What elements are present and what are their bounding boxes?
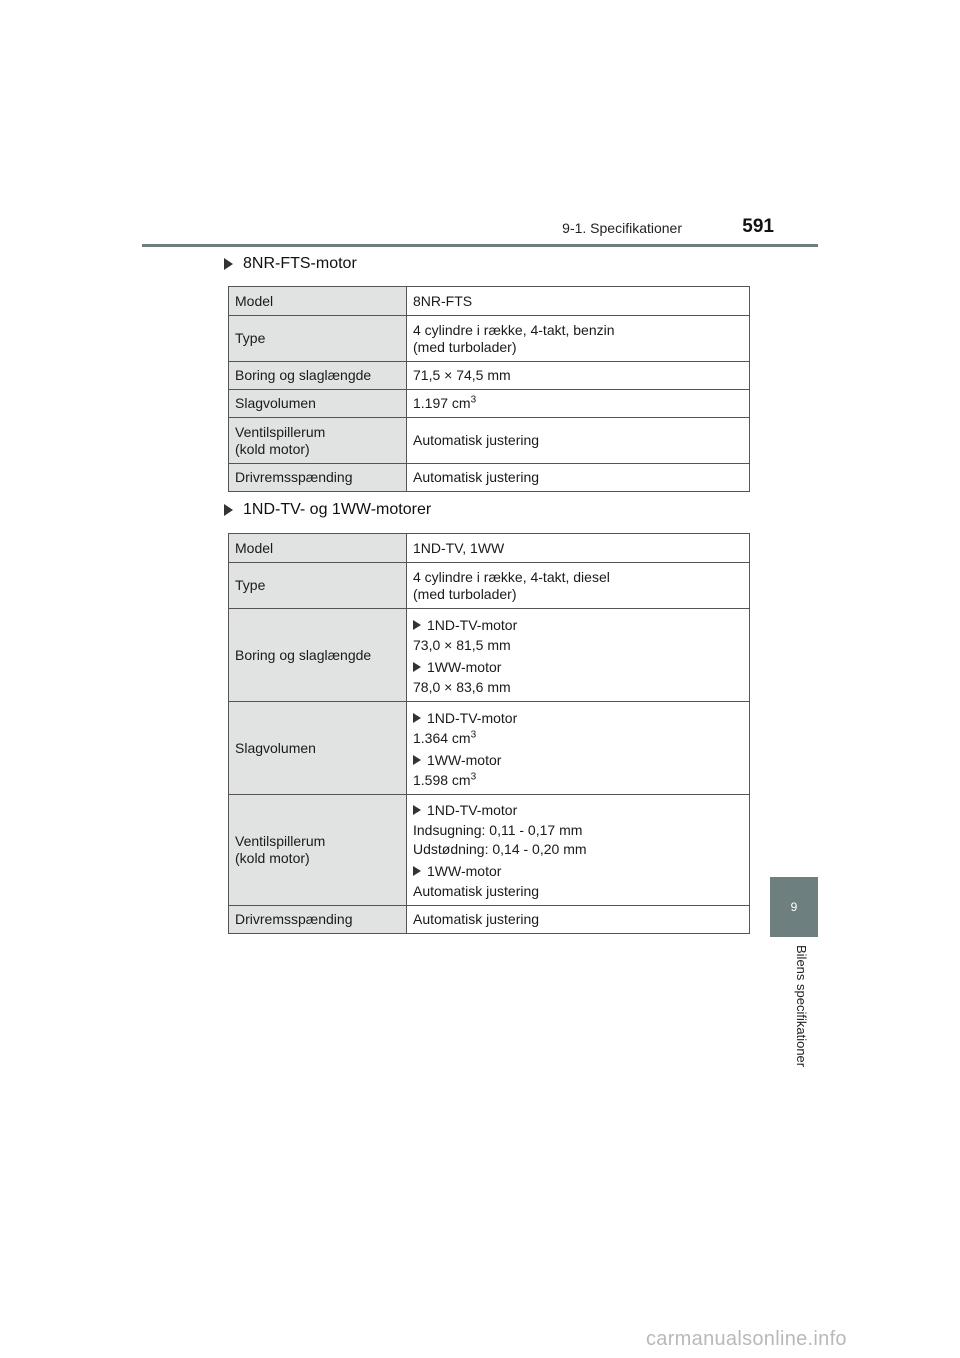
spec-key: Slagvolumen — [229, 390, 407, 418]
spec-key: Type — [229, 316, 407, 362]
triangle-bullet-icon — [224, 504, 233, 516]
engine-variant-value: Udstødning: 0,14 - 0,20 mm — [413, 841, 587, 857]
spec-key-line: (kold motor) — [235, 440, 310, 457]
spec-value: Automatisk justering — [407, 464, 750, 492]
spec-value — [407, 563, 750, 609]
engine-variant — [413, 802, 743, 819]
section-heading-text: 8NR-FTS-motor — [243, 255, 357, 272]
engine-variant — [413, 710, 743, 727]
chapter-title: Bilens specifikationer — [794, 945, 809, 1068]
spec-key: Model — [229, 287, 407, 316]
table-row — [229, 795, 750, 906]
table-row — [229, 390, 750, 418]
spec-key: Model — [229, 534, 407, 563]
spec-key: Drivremsspænding — [229, 464, 407, 492]
superscript: 3 — [470, 728, 477, 740]
header-divider — [142, 244, 818, 247]
chapter-tab — [770, 877, 818, 937]
engine-variant-label: 1ND-TV-motor — [427, 709, 518, 726]
engine-variant-value-text: 1.364 cm — [413, 729, 471, 746]
spec-value-line: 4 cylindre i række, 4-takt, diesel — [413, 568, 610, 585]
spec-value — [407, 795, 750, 906]
spec-key: Boring og slaglængde — [229, 609, 407, 702]
engine-variant-label: 1WW-motor — [427, 751, 502, 768]
table-row — [229, 609, 750, 702]
triangle-bullet-icon — [224, 258, 233, 270]
spec-value-line: (med turbolader) — [413, 585, 517, 602]
spec-key — [229, 418, 407, 464]
page-number: 591 — [742, 216, 774, 237]
engine-variant-label: 1WW-motor — [427, 658, 502, 675]
engine-variant-value: Automatisk justering — [413, 883, 540, 899]
spec-value — [407, 390, 750, 418]
spec-table-1nd-tv-1ww — [228, 533, 750, 934]
table-row — [229, 362, 750, 390]
section-heading-text: 1ND-TV- og 1WW-motorer — [243, 501, 432, 518]
watermark: carmanualsonline.info — [646, 1328, 847, 1350]
triangle-bullet-icon — [413, 713, 421, 723]
engine-variant-value-text: 1.598 cm — [413, 771, 471, 788]
table-row — [229, 316, 750, 362]
spec-value: Automatisk justering — [407, 418, 750, 464]
triangle-bullet-icon — [413, 866, 421, 876]
table-row — [229, 563, 750, 609]
table-row — [229, 534, 750, 563]
spec-table-8nr-fts — [228, 286, 750, 492]
engine-variant — [413, 752, 743, 769]
superscript: 3 — [470, 770, 477, 782]
spec-key — [229, 795, 407, 906]
section-title: 9-1. Specifikationer — [562, 220, 682, 236]
spec-key: Type — [229, 563, 407, 609]
section-heading-1nd-tv-1ww — [224, 501, 431, 519]
engine-variant — [413, 617, 743, 634]
spec-value-line: 4 cylindre i række, 4-takt, benzin — [413, 321, 615, 338]
spec-value: 8NR-FTS — [407, 287, 750, 316]
engine-variant-value — [413, 730, 743, 747]
engine-variant-value: 73,0 × 81,5 mm — [413, 636, 511, 653]
triangle-bullet-icon — [413, 662, 421, 672]
spec-key: Slagvolumen — [229, 702, 407, 795]
triangle-bullet-icon — [413, 755, 421, 765]
engine-variant-label: 1ND-TV-motor — [427, 616, 518, 633]
engine-variant-value: Indsugning: 0,11 - 0,17 mm — [413, 822, 583, 838]
spec-key: Boring og slaglængde — [229, 362, 407, 390]
table-row — [229, 702, 750, 795]
spec-key-line: Ventilspillerum — [235, 423, 326, 440]
table-row — [229, 906, 750, 934]
spec-value — [407, 316, 750, 362]
spec-value: 1ND-TV, 1WW — [407, 534, 750, 563]
engine-variant — [413, 659, 743, 676]
spec-value: 71,5 × 74,5 mm — [407, 362, 750, 390]
spec-value-line: (med turbolader) — [413, 338, 517, 355]
engine-variant-label: 1ND-TV-motor — [427, 802, 518, 818]
spec-key-line: (kold motor) — [235, 850, 310, 866]
table-row — [229, 464, 750, 492]
triangle-bullet-icon — [413, 805, 421, 815]
spec-value — [407, 702, 750, 795]
engine-variant-value — [413, 772, 743, 789]
spec-key-line: Ventilspillerum — [235, 833, 326, 849]
engine-variant-value: 78,0 × 83,6 mm — [413, 678, 511, 695]
engine-variant — [413, 863, 743, 880]
engine-variant-label: 1WW-motor — [427, 863, 502, 879]
table-row — [229, 418, 750, 464]
superscript: 3 — [470, 394, 477, 406]
spec-value — [407, 609, 750, 702]
chapter-number: 9 — [790, 900, 798, 914]
spec-value-text: 1.197 cm — [413, 395, 471, 411]
spec-value: Automatisk justering — [407, 906, 750, 934]
section-heading-8nr-fts — [224, 255, 357, 273]
table-row — [229, 287, 750, 316]
triangle-bullet-icon — [413, 620, 421, 630]
spec-key: Drivremsspænding — [229, 906, 407, 934]
